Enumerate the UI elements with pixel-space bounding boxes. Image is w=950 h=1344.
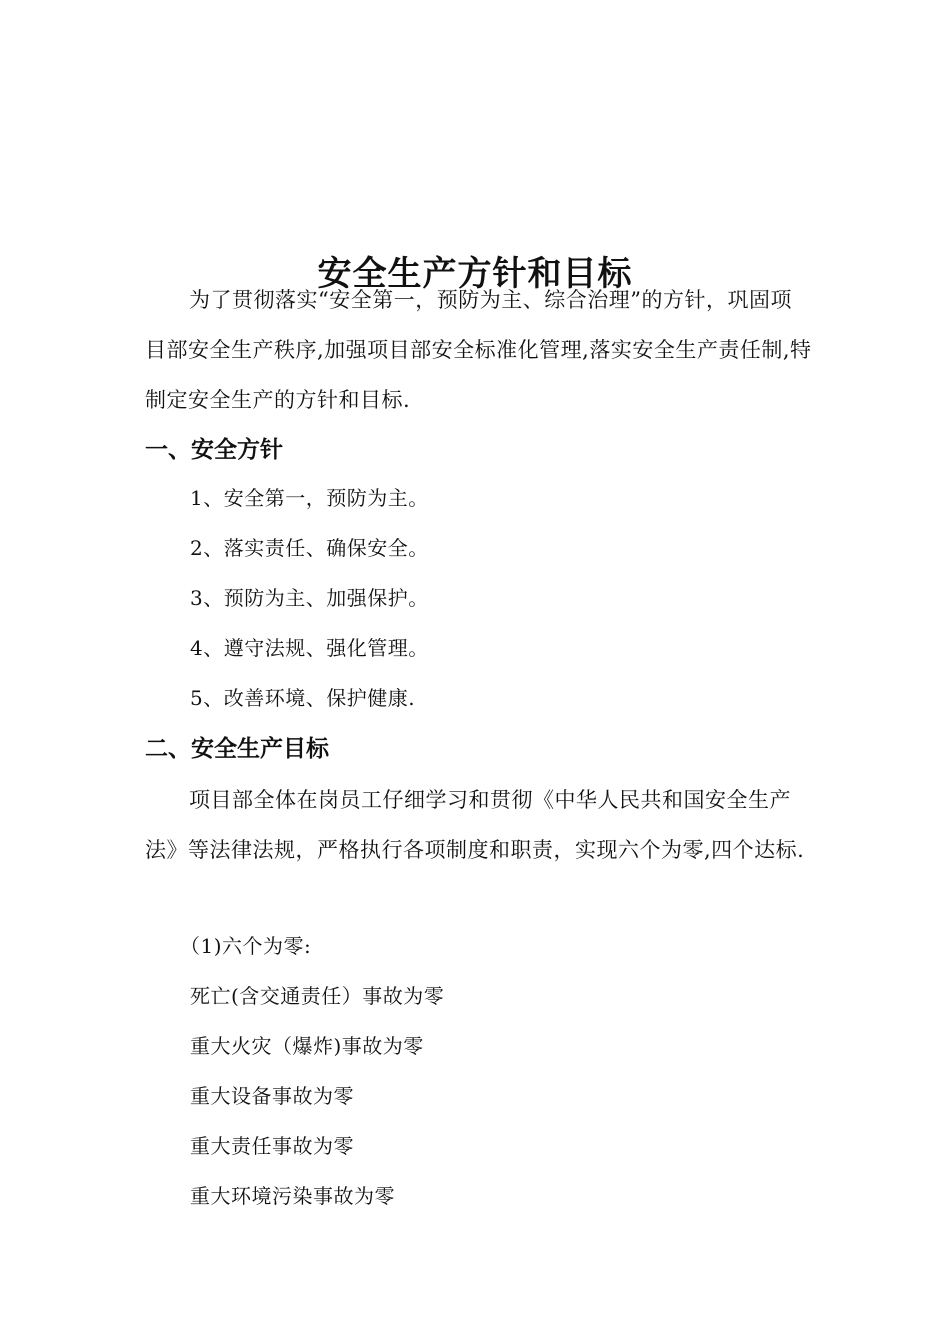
- goal-item: 重大环境污染事故为零: [190, 1184, 395, 1208]
- section-heading-safety-goals: 二、安全生产目标: [145, 736, 329, 762]
- policy-item: 1、安全第一，预防为主。: [190, 486, 429, 510]
- policy-item: 5、改善环境、保护健康.: [190, 686, 416, 710]
- policy-item: 2、落实责任、确保安全。: [190, 536, 429, 560]
- goal-item: 重大责任事故为零: [190, 1134, 354, 1158]
- policy-item: 4、遵守法规、强化管理。: [190, 636, 429, 660]
- goals-paragraph: 项目部全体在岗员工仔细学习和贯彻《中华人民共和国安全生产法》等法律法规，严格执行各项制度和职责，实现六个为零,四个达标.: [145, 788, 805, 862]
- goal-item: 重大设备事故为零: [190, 1084, 354, 1108]
- policy-item: 3、预防为主、加强保护。: [190, 586, 429, 610]
- goal-item: 死亡(含交通责任）事故为零: [190, 984, 445, 1008]
- intro-paragraph: 为了贯彻落实“安全第一，预防为主、综合治理”的方针，巩固项目部安全生产秩序,加强项目部安全标准化管理,落实安全生产责任制,特制定安全生产的方针和目标.: [145, 288, 812, 412]
- section-heading-safety-policy: 一、安全方针: [145, 437, 283, 463]
- goals-subheading: （1)六个为零:: [180, 934, 312, 958]
- page-title: 安全生产方针和目标: [317, 253, 633, 294]
- goal-item: 重大火灾（爆炸)事故为零: [190, 1034, 424, 1058]
